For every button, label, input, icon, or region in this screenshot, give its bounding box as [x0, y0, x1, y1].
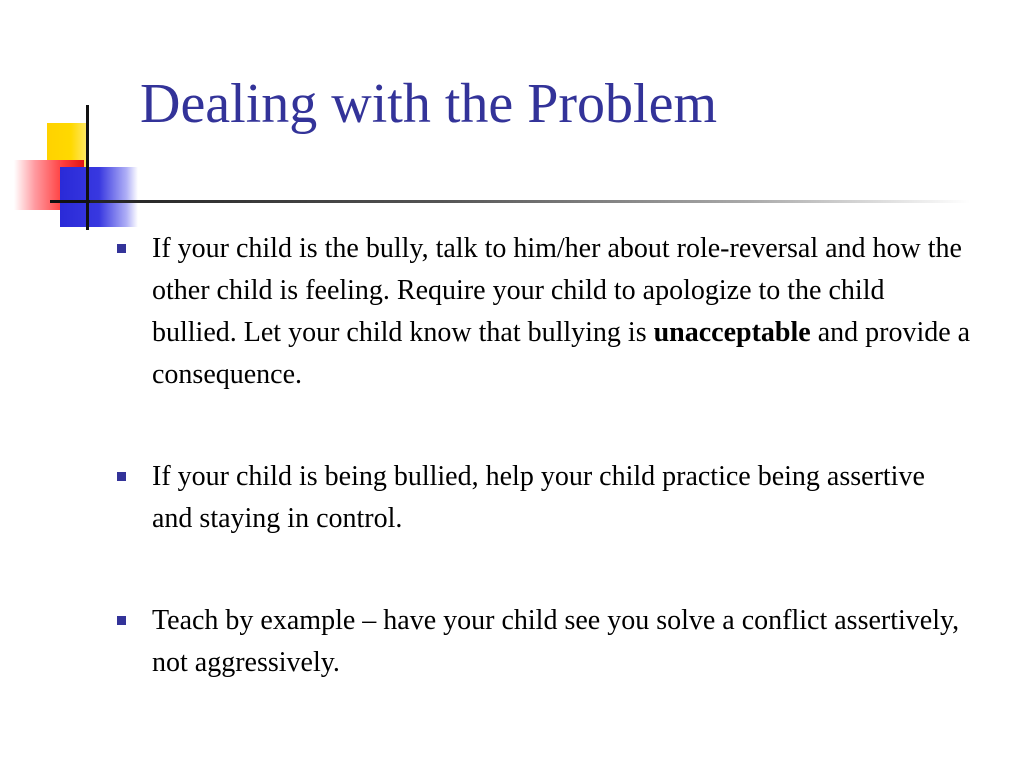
blue-square	[60, 167, 138, 227]
bullet-item	[112, 456, 972, 540]
square-bullet-icon	[117, 472, 126, 481]
logo-vertical-line	[86, 105, 89, 230]
emphasized-word: unacceptable	[653, 317, 811, 348]
bullet-text: If your child is the bully, talk to him/her about role-reversal and how the other child is feeling. Require your child to apologize to the child bullied. Let your child know that bullying is unacceptable and provide a consequence.	[152, 233, 971, 390]
bullet-text: Teach by example – have your child see you solve a conflict assertively, not aggressively.	[152, 605, 960, 678]
slide-title: Dealing with the Problem	[140, 73, 718, 135]
title-underline-rule	[90, 200, 970, 203]
bullet-item	[112, 600, 972, 684]
bullet-list	[112, 228, 972, 684]
square-bullet-icon	[117, 244, 126, 253]
bullet-item	[112, 228, 972, 396]
decorative-squares-logo	[10, 105, 150, 230]
bullet-text: If your child is being bullied, help your child practice being assertive and staying in control.	[152, 461, 925, 534]
square-bullet-icon	[117, 616, 126, 625]
